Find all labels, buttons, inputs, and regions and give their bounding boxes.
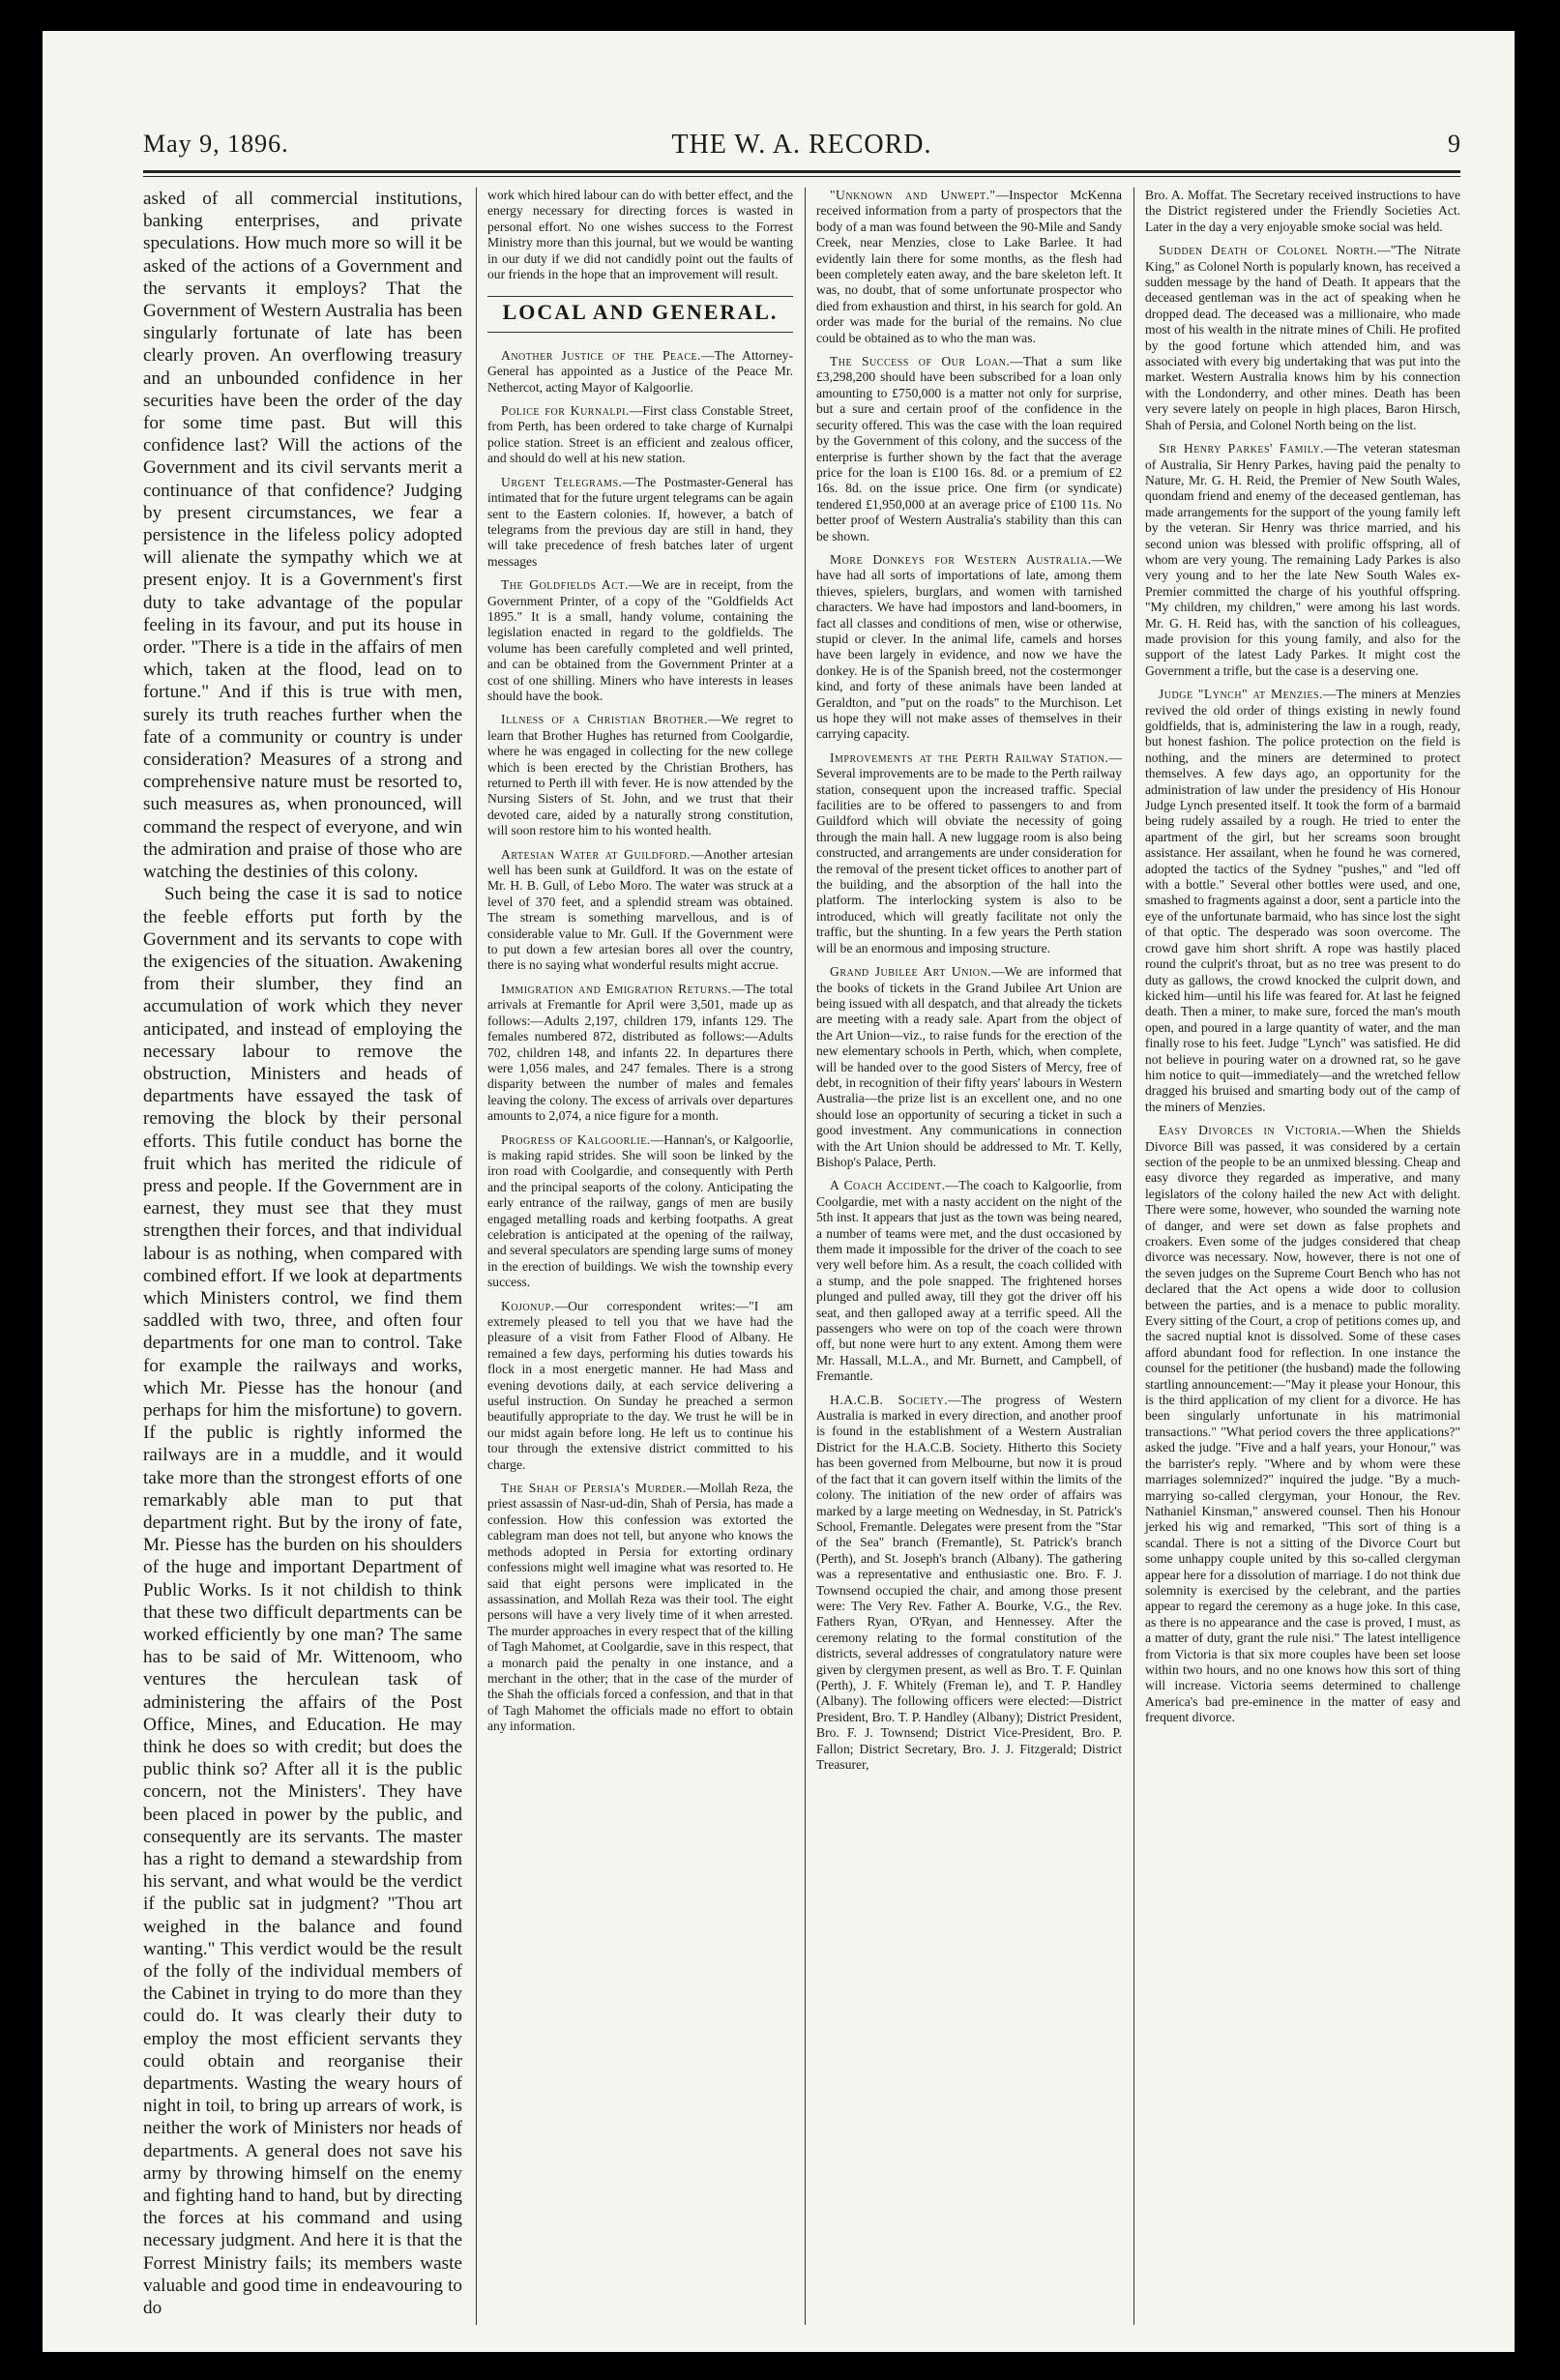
- news-item: [487, 577, 793, 704]
- news-item-body: —Hannan's, or Kalgoorlie, is making rapid strides. She will soon be linked by the iron road with Coolgardie, and consequently with Perth and the principal seaports of the colony. Anticipating the early entrance of the railway, gangs of men are busily engaged metalling roads and kerbing footpaths. A great celebration is anticipated at the opening of the railway, and several speculators are spending large sums of money in the erection of buildings. We wish the township every success.: [487, 1131, 793, 1290]
- news-item-heading: Illness of a Christian Brother.: [501, 712, 708, 727]
- news-item-body: —We have had all sorts of importations of late, among them thieves, spielers, burglars, and women with tarnished characters. We have had impostors and land-boomers, in fact all classes and conditions of men, wise or otherwise, stupid or clever. In the animal life, camels and horses have been largely in evidence, and now we have the donkey. He is of the Spanish breed, not the costermonger kind, and forty of these animals have been landed at Geraldton, and "put on the roads" to the Murchison. Let us hope they will not make asses of themselves in their carrying capacity.: [816, 551, 1122, 742]
- news-item-heading: Sudden Death of Colonel North.: [1159, 243, 1378, 258]
- news-item: [487, 847, 793, 974]
- editorial-paragraph: work which hired labour can do with better effect, and the energy necessary for directing forces is wasted in personal effort. No one wishes success to the Forrest Ministry more than this journal, but we would be wanting in our duty if we did not candidly point out the faults of our friends in the hope that an improvement will result.: [487, 188, 793, 282]
- news-item: [487, 982, 793, 1125]
- news-item: [816, 964, 1122, 1170]
- newspaper-page: [43, 31, 1515, 2352]
- header-rule-thin: [143, 176, 1460, 177]
- news-item: [1145, 441, 1460, 679]
- header-rule: [143, 170, 1460, 173]
- news-item-body: —When the Shields Divorce Bill was passed, it was considered by a certain section of the people to be an unmixed blessing. Cheap and easy divorce they regarded as imperative, and many legislators of the colony hailed the new Act with delight. There were some, however, who sounded the warning note of danger, and were set down as false prophets and croakers. Even some of the judges considered that cheap divorce was necessary. Now, however, there is not one of the seven judges on the Supreme Court Bench who has not declared that the Act opens a wide door to collusion between the parties, and is a menace to public morality. Every sitting of the Court, a crop of petitions comes up, and the sacred nuptial knot is dissolved. Some of these cases afford abundant food for reflection. In one instance the counsel for the petitioner (the husband) made the following startling announcement:—"May it please your Honour, this is the third application of my client for a divorce. He has been singularly unfortunate in his matrimonial transactions." "What period covers the three applications?" asked the judge. "Five and a half years, your Honour," was the barrister's reply. "Where and by whom were these marriages solemnized?" inquired the judge. "By a much-marrying so-called clergyman, your Honour, the Rev. Nathaniel Kinsman," answered counsel. Then his Honour jerked his wig and remarked, "This sort of thing is a scandal. There is not a sitting of the Divorce Court but some unhappy couple united by this so-called clergyman appear here for a dissolution of marriage. I do not think due solemnity is exercised by the celebrant, and the parties appear to regard the ceremony as a huge joke. In this case, as there is no appearance and the case is proved, I must, as a matter of duty, grant the rule nisi." The latest intelligence from Victoria is that six more couples have been set loose within two hours, and no one knows how this sort of thing will increase. Victoria seems determined to challenge America's bad pre-eminence in the matter of easy and frequent divorce.: [1145, 1123, 1460, 1725]
- issue-date: May 9, 1896.: [143, 130, 289, 158]
- news-item: [816, 552, 1122, 743]
- news-item: [816, 188, 1122, 346]
- column-3: [816, 188, 1122, 2286]
- news-paragraph: Bro. A. Moffat. The Secretary received instructions to have the District registered under the Friendly Societies Act. Later in the day a very enjoyable smoke social was held.: [1145, 188, 1460, 234]
- news-item: [1145, 1123, 1460, 1725]
- section-heading-box: [487, 296, 793, 332]
- news-item: [487, 1299, 793, 1473]
- news-item-heading: Grand Jubilee Art Union.: [830, 964, 992, 980]
- news-item-heading: Improvements at the Perth Railway Station.: [830, 749, 1109, 765]
- news-item-body: —The coach to Kalgoorlie, from Coolgardie, met with a nasty accident on the night of the 5th inst. It appears that just as the town was being neared, a number of teams were met, and the dust occasioned by them made it impossible for the driver of the coach to see very well before him. As a result, the coach collided with a stump, and the pole snapped. The frightened horses plunged and pulled away, till they got the driver off his seat, and then galloped away at a terrific speed. All the passengers who were on top of the coach were thrown off, but none were hurt to any extent. Among them were Mr. Hassall, M.L.A., and Mr. Burnett, and Campbell, of Fremantle.: [816, 1178, 1123, 1384]
- news-item-heading: H.A.C.B. Society.: [830, 1392, 949, 1407]
- page-number: 9: [1448, 130, 1460, 158]
- news-item-body: —We regret to learn that Brother Hughes has returned from Coolgardie, where he was engaged in collecting for the new college which is been erected by the Christian Brothers, has returned to Perth ill with fever. He is now attended by the Nursing Sisters of St. John, and we trust that their devoted care, aided by a naturally strong constitution, will soon restore him to his wonted health.: [487, 712, 793, 838]
- editorial-paragraph: Such being the case it is sad to notice the feeble efforts put forth by the Government and its servants to cope with the exigencies of the situation. Awakening from their slumber, they find an accumulation of work which they never anticipated, and instead of employing the necessary labour to remove the obstruction, Ministers and heads of departments have essayed the task of removing the block by their personal efforts. This futile conduct has borne the fruit which has merited the ridicule of press and people. If the Government are in earnest, they must see that they must strengthen their forces, and that individual labour is as nothing, when compared with combined effort. If we look at departments which Ministers control, we find them saddled with two, three, and often four departments for one man to control. Take for example the railways and works, which Mr. Piesse has the honour (and perhaps for him the misfortune) to govern. If the public is rightly informed the railways are in a muddle, and it would take more than the strongest efforts of one remarkably able man to put that department right. But by the irony of fate, Mr. Piesse has the burden on his shoulders of the huge and important Department of Public Works. Is it not childish to think that these two difficult departments can be worked efficiently by one man? The same has to be said of Mr. Wittenoom, who ventures the herculean task of administering the affairs of the Post Office, Mines, and Education. He may think he does so with credit; but does the public think so? After all it is the public concern, not the Ministers'. They have been placed in power by the public, and consequently are its servants. The master has a right to demand a stewardship from his servant, and what would be the verdict if the public sat in judgment? "Thou art weighed in the balance and found wanting." This verdict would be the result of the folly of the individual members of the Cabinet in trying to do more than they could do. It was clearly their duty to employ the most efficient servants they could obtain and reorganise their departments. Wasting the weary hours of night in toil, to bring up arrears of work, is neither the work of Ministers nor heads of departments. A general does not save his army by throwing himself on the enemy and fighting hand to hand, but by directing the forces at his command and using necessary judgment. And here it is that the Forrest Ministry fails; its members waste valuable and good time in endeavouring to do: [143, 884, 462, 2319]
- column-divider: [1133, 188, 1134, 2325]
- section-title: LOCAL AND GENERAL.: [502, 300, 779, 325]
- news-items: [487, 348, 793, 1735]
- news-item-body: —Mollah Reza, the priest assassin of Nasr-ud-din, Shah of Persia, has made a confession. How this confession was extorted the cablegram man does not tell, but anyone who knows the methods adopted in Persia for extorting ordinary confessions might well imagine what was resorted to. He said that eight persons were implicated in the assassination, and Mollah Reza was their tool. The eight persons will have a very lively time of it when arrested. The murder approaches in every respect that of the killing of Tagh Mahomet, at Coolgardie, save in this respect, that a monarch paid the penalty in one instance, and a merchant in the other; that in the case of the murder of the Shah the officials forced a confession, and that in that of Tagh Mahomet the officials made no effort to obtain any information.: [487, 1481, 793, 1734]
- news-item-heading: The Goldfields Act.: [501, 577, 629, 593]
- news-item-heading: Progress of Kalgoorlie.: [501, 1131, 651, 1147]
- news-item-heading: Urgent Telegrams.: [501, 474, 623, 489]
- column-divider: [805, 188, 806, 2325]
- news-item-body: —Several improvements are to be made to the Perth railway station, consequent upon the increased traffic. Special facilities are to be offered to passengers to and from Guildford which will obviate the necessity of going through the main hall. A new luggage room is also being constructed, and arrangements are under consideration for the removal of the present ticket offices to another part of the building, and the absorption of the hall into the platform. The interlocking system is also to be introduced, which will greatly facilitate not only the traffic, but the shunting. In a few years the Perth station will be an enormous and imposing structure.: [816, 749, 1122, 955]
- news-item-heading: "Unknown and Unwept.": [830, 188, 996, 202]
- column-1: [143, 188, 462, 2319]
- columns: [143, 188, 1460, 2325]
- editorial-paragraph: asked of all commercial institutions, banking enterprises, and private speculations. How much more so will it be asked of the actions of a Government and the servants it employs? That the Government of Western Australia has been singularly fortunate of late has been clearly proven. An overflowing treasury and an unbounded confidence in her securities have been the order of the day for some time past. But will this confidence last? Will the actions of the Government and its civil servants merit a continuance of that confidence? Judging by present circumstances, we fear a persistence in the lifeless policy adopted will alienate the sympathy which we at present enjoy. It is a Government's first duty to take advantage of the popular feeling in its favour, and put its house in order. "There is a tide in the affairs of men which, taken at the flood, lead on to fortune." And if this is true with men, surely its truth reaches further when the fate of a community or country is under consideration? Measures of a strong and comprehensive nature must be resorted to, such measures as, when pronounced, will command the respect of everyone, and win the admiration and praise of those who are watching the destinies of this colony.: [143, 189, 462, 883]
- news-item-body: —The miners at Menzies revived the old order of things existing in newly found goldfields, that is, administering the law in a rough, ready, but honest fashion. The police protection on the field is nothing, and the miners are determined to protect themselves. A few days ago, an opportunity for the administration of law under the presidency of His Honour Judge Lynch presented itself. It took the form of a barmaid being rudely assailed by a rough. He tried to enter the apartment of the girl, but her screams soon brought assistance. Her assailant, when he found he was cornered, adopted the tactics of the Sydney "pushes," and "led off with a bottle." Several other bottles were used, and one, smashed to fragments against a door, sent a particle into the eye of the unfortunate barmaid, who has since lost the sight of that optic. The desperado was soon overcome. The crowd gave him short shrift. A rope was hastily placed round the culprit's throat, but as no tree was present to do duty as gallows, the crowd knocked the culprit down, and kicked him—until his life was feared for. At last he feigned death. Then a miner, to make sure, forced the man's mouth open, and poured in a large quantity of water, and the man finally rose to his feet. Judge "Lynch" was satisfied. He did not believe in pouring water on a drowned rat, so he gave him notice to quit—immediately—and the wretched fellow dragged his bruised and smarting body out of the camp of the miners of Menzies.: [1145, 687, 1460, 1114]
- news-item: [487, 1132, 793, 1291]
- news-items: [1145, 243, 1460, 1725]
- news-item-body: —The Attorney-General has appointed as a Justice of the Peace Mr. Nethercot, acting Mayor of Kalgoorlie.: [487, 347, 793, 395]
- column-4: [1145, 188, 1460, 2286]
- news-item-body: —Another artesian well has been sunk at Guildford. It was on the estate of Mr. H. B. Gull, of Lebo Moro. The water was struck at a level of 370 feet, and a splendid stream was obtained. The stream is something marvellous, and is of considerable value to Mr. Gull. If the Government were to put down a few artesian bores all over the country, there is no saying what wonderful results might accrue.: [487, 846, 794, 973]
- news-item-body: —We are informed that the books of tickets in the Grand Jubilee Art Union are being issued with all despatch, and that already the tickets are meeting with a ready sale. Apart from the object of the Art Union—viz., to raise funds for the erection of the new elementary schools in Perth, which, when complete, will be handed over to the good Sisters of Mercy, free of debt, in recognition of their fifty years' labours in Western Australia—the prize list is an excellent one, and no one should lose an opportunity of securing a ticket in such a good investment. Any communications in connection with the Art Union should be addressed to Mr. T. Kelly, Bishop's Palace, Perth.: [816, 964, 1123, 1169]
- news-item: [487, 712, 793, 838]
- news-item-body: —Inspector McKenna received information from a party of prospectors that the body of a man was found between the 90-Mile and Sandy Creek, near Menzies, close to Lake Barlee. It had evidently lain there for some months, as the flesh had been completely eaten away, and the bare skeleton left. It was, no doubt, that of some unfortunate prospector who died from exhaustion and thirst, in his search for gold. An order was made for the burial of the remains. No clue could be obtained as to who the man was.: [816, 188, 1122, 345]
- news-item-body: —We are in receipt, from the Government Printer, of a copy of the "Goldfields Act 1895." It is a small, handy volume, containing the legislation enacted in regard to the goldfields. The volume has been carefully completed and well printed, and can be obtained from the Government Printer at a cost of one shilling. Miners who have interests in leases should have the book.: [487, 577, 794, 703]
- news-item-heading: Kojonup.: [501, 1298, 555, 1313]
- news-item: [816, 750, 1122, 956]
- news-item-body: —The veteran statesman of Australia, Sir Henry Parkes, having paid the penalty to Nature, Mr. G. H. Reid, the Premier of New South Wales, quondam friend and enemy of the deceased gentleman, has made arrangements for the support of the young family left by the veteran. Sir Henry was thrice married, and his second union was blessed with prolific offspring, all of whom are very young. The remaining Lady Parkes is also very young and to her the late New South Wales ex-Premier committed the charge of his youthful offspring. "My children, my children," were among his last words. Mr. G. H. Reid has, with the sanction of his colleagues, made provision for this young family, and also for the support of the latest Lady Parkes. It might cost the Government a trifle, but the case is a deserving one.: [1145, 441, 1460, 678]
- news-item: [1145, 243, 1460, 433]
- news-item: [816, 1178, 1122, 1384]
- news-item: [816, 354, 1122, 544]
- news-item-heading: Sir Henry Parkes' Family.: [1159, 441, 1325, 456]
- news-item: [1145, 687, 1460, 1115]
- masthead-title: THE W. A. RECORD.: [671, 130, 932, 160]
- column-divider: [476, 188, 477, 2325]
- news-item-heading: The Shah of Persia's Murder.: [501, 1481, 687, 1496]
- news-item-body: —The total arrivals at Fremantle for April were 3,501, made up as follows:—Adults 2,197, children 179, infants 129. The females numbered 872, distributed as follows:—Adults 702, children 148, and infants 22. In departures there were 1,056 males, and 247 females. There is a strong disparity between the number of males and females leaving the colony. The excess of arrivals over departures amounts to 2,074, a nice figure for a month.: [487, 981, 794, 1124]
- news-item: [487, 348, 793, 396]
- news-item-heading: A Coach Accident.: [830, 1178, 946, 1193]
- news-item-body: —"The Nitrate King," as Colonel North is popularly known, has received a sudden message by the hand of Death. It appears that the deceased gentleman was in the act of speaking when he dropped dead. The deceased was a millionaire, who made most of his wealth in the nitrate mines of Chili. He profited by the good fortune which attended him, and was associated with every big undertaking that was put into the market. Western Australia knows him by his connection with the Londonderry, and other mines. Death has been very severe lately on people in high places, Baron Hirsch, Shah of Persia, and Colonel North being on the list.: [1145, 243, 1461, 432]
- news-item-body: —That a sum like £3,298,200 should have been subscribed for a loan only amounting to £750,000 is a matter not only for surprise, but a sure and certain proof of the confidence in the security offered. This was the case with the loan required by the Government of this colony, and the success of the enterprise is further shown by the fact that the average price for the loan is £100 16s. 8d. or a premium of £2 16s. 8d. on the issue price. One firm (or syndicate) tendered £1,950,000 at an average price of £100 11s. No better proof of Western Australia's stability than this can be shown.: [816, 354, 1122, 544]
- page-header: [143, 130, 1460, 168]
- news-item-body: —Our correspondent writes:—"I am extremely pleased to tell you that we have had the pleasure of a visit from Father Flood of Albany. He remained a few days, performing his duties towards his flock in a most energetic manner. He had Mass and evening devotions daily, at each service delivering a useful instruction. On Sunday he preached a sermon beautifully appropriate to the day. We trust he will be in our midst again before long. He left us to continue his tour through the extensive district committed to his charge.: [487, 1298, 793, 1472]
- news-item: [487, 403, 793, 467]
- news-item: [816, 1393, 1122, 1774]
- news-item-heading: Immigration and Emigration Returns.: [501, 981, 732, 996]
- news-items: [816, 188, 1122, 1773]
- news-item-heading: Easy Divorces in Victoria.: [1159, 1123, 1341, 1138]
- news-item-heading: More Donkeys for Western Australia.: [830, 551, 1092, 567]
- news-item-body: —The progress of Western Australia is marked in every direction, and another proof is found in the establishment of a Western Australian District for the H.A.C.B. Society. Hitherto this Society has been governed from Melbourne, but now it is proud of the fact that it can govern itself within the limits of the colony. The initiation of the new order of affairs was marked by a large meeting on Wednesday, in St. Patrick's School, Fremantle. Delegates were present from the "Star of the Sea" branch (Fremantle), St. Patrick's branch (Perth), and St. Joseph's branch (Albany). The gathering was a representative and enthusiastic one. Bro. F. J. Townsend occupied the chair, and among those present were: The Very Rev. Father A. Bourke, V.G., the Rev. Fathers Ryan, O'Ryan, and Hennessey. After the ceremony relating to the formal constitution of the districts, several addresses of congratulatory nature were given by clergymen present, as well as Bro. T. F. Quinlan (Perth), J. F. Whitely (Freman le), and T. P. Handley (Albany). The following officers were elected:—District President, Bro. T. P. Handley (Albany); District President, Bro. F. J. Townsend; District Vice-President, Bro. P. Fallon; District Secretary, Bro. J. J. Fitzgerald; District Treasurer,: [816, 1392, 1122, 1772]
- column-2: [487, 188, 793, 2286]
- news-item-body: —The Postmaster-General has intimated that for the future urgent telegrams can be again sent to the Eastern colonies. If, however, a batch of telegrams from the previous day are still in hand, they will take precedence of fresh batches later of urgent messages: [487, 474, 793, 569]
- news-item-heading: Police for Kurnalpi.: [501, 403, 630, 419]
- news-item-heading: Artesian Water at Guildford.: [501, 846, 691, 862]
- news-item-heading: Judge "Lynch" at Menzies.: [1159, 687, 1323, 702]
- news-item: [487, 475, 793, 570]
- news-item: [487, 1481, 793, 1735]
- news-item-heading: The Success of Our Loan.: [830, 354, 1011, 369]
- news-item-heading: Another Justice of the Peace.: [501, 347, 702, 363]
- news-item-body: —First class Constable Street, from Perth, has been ordered to take charge of Kurnalpi police station. Street is an efficient and zealous officer, and should do well at his new station.: [487, 403, 793, 466]
